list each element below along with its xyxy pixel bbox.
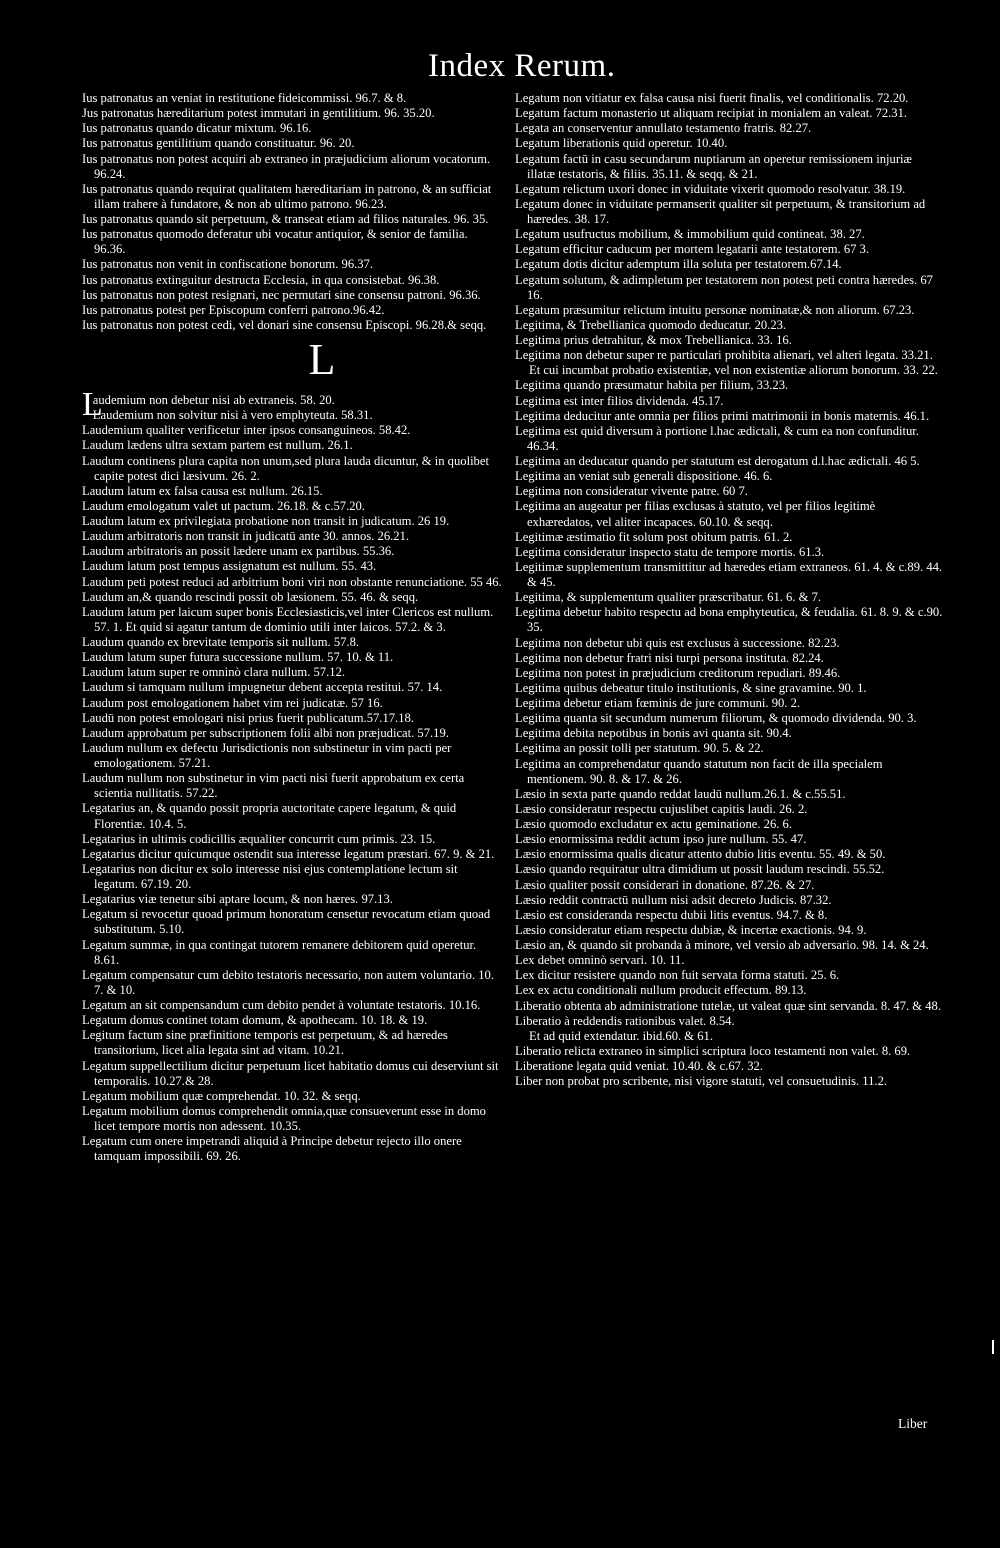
index-entry: Laudum nullum ex defectu Jurisdictionis non substinetur in vim pacti per emologationem. 57.21. xyxy=(82,740,452,770)
index-entry: Legatum mobilium domus comprehendit omnia,quæ consueverunt esse in domo licet tempore mortis non adessent. 10.35. xyxy=(82,1103,486,1133)
index-entry: Ius patronatus an veniat in restitutione fideicommissi. 96.7. & 8. xyxy=(82,91,407,105)
index-entry: Laudum an,& quando rescindi possit ob læsionem. 55. 46. & seqq. xyxy=(82,589,419,604)
index-entry: Legitimæ æstimatio fit solum post obitum patris. 61. 2. xyxy=(515,529,793,544)
index-entry: Legitimæ supplementum transmittitur ad hæredes etiam extraneos. 61. 4. & c.89. 44. & 45. xyxy=(515,559,943,589)
index-entry: Laudum quando ex brevitate temporis sit nullum. 57.8. xyxy=(82,635,360,649)
index-entry: Legatum compensatur cum debito testatoris necessario, non autem voluntario. 10. 7. & 10. xyxy=(82,967,494,997)
index-entry: Legatum si revocetur quoad primum honoratum censetur revocatum etiam quoad substitutum. 5.10. xyxy=(82,907,491,937)
index-entry: Liberatio obtenta ab administratione tutelæ, ut valeat quæ sint servanda. 8. 47. & 48. xyxy=(515,998,941,1013)
index-entry: Legitima debetur habito respectu ad bona emphyteutica, & feudalia. 61. 8. 9. & c.90. 35. xyxy=(515,605,943,635)
index-entry: Laudum si tamquam nullum impugnetur debent accepta restitui. 57. 14. xyxy=(82,680,443,695)
index-entry: Legitima debetur etiam fœminis de jure communi. 90. 2. xyxy=(515,696,801,710)
index-entry: Legatum cum onere impetrandi aliquid à Principe debetur rejecto illo onere tamquam impossibili. 69. 26. xyxy=(82,1134,462,1164)
index-entry: Legatum summæ, in qua contingat tutorem remanere debitorem quid operetur. 8.61. xyxy=(82,937,477,967)
index-entry: Laudum emologatum valet ut pactum. 26.18. & c.57.20. xyxy=(82,498,365,513)
index-entry: Laudum approbatum per subscriptionem folii albi non præjudicat. 57.19. xyxy=(82,725,449,740)
index-entry: Læsio in sexta parte quando reddat laudū nullum.26.1. & c.55.51. xyxy=(515,786,846,801)
index-entry: Legitima an deducatur quando per statutum est derogatum d.l.hac ædictali. 46 5. xyxy=(515,454,920,468)
index-entry: Legitima non debetur super re particulari prohibita alienari, vel alteri legata. 33.21. xyxy=(515,348,933,363)
index-entry: Legitima an possit tolli per statutum. 90. 5. & 22. xyxy=(515,741,764,756)
index-entry: Læsio reddit contractū nullum nisi adsit decreto Judicis. 87.32. xyxy=(515,892,832,907)
index-entry: Laudum latum per laicum super bonis Ecclesiasticis,vel inter Clericos est nullum. 57. 1. Et quid si agatur tantum de dominio utili inter laicos. 57.2. & 3. xyxy=(82,604,494,634)
index-entry: Legitima non debetur fratri nisi turpi persona instituta. 82.24. xyxy=(515,650,824,665)
index-entry: Legatum factū in casu secundarum nuptiarum an operetur remissionem injuriæ illatæ testatoris, & filiis. 35.11. & seqq. & 21. xyxy=(515,151,912,181)
index-entry: Liberatio à reddendis rationibus valet. 8.54. xyxy=(515,1013,735,1028)
index-entry: Laudum latum super re omninò clara nullum. 57.12. xyxy=(82,665,346,680)
index-entry: Legatarius dicitur quicumque ostendit sua interesse legatum præstari. 67. 9. & 21. xyxy=(82,846,495,861)
index-entry: Legatum an sit compensandum cum debito pendet à voluntate testatoris. 10.16. xyxy=(82,998,481,1012)
index-entry: Legitum factum sine præfinitione temporis est perpetuum, & ad hæredes transitorium, licet alia legata sint ad vitam. 10.21. xyxy=(82,1028,448,1058)
index-entry: Legitima consideratur inspecto statu de tempore mortis. 61.3. xyxy=(515,544,825,559)
index-entry: Legatum liberationis quid operetur. 10.40. xyxy=(515,136,728,151)
index-entry: Laudum lædens ultra sextam partem est nullum. 26.1. xyxy=(82,438,353,453)
index-entry: Laudum latum post tempus assignatum est nullum. 55. 43. xyxy=(82,559,377,574)
index-entry: Legatum efficitur caducum per mortem legatarii ante testatorem. 67 3. xyxy=(515,242,870,257)
index-entry: Ius patronatus quando dicatur mixtum. 96.16. xyxy=(82,121,312,136)
index-entry: Legitima quibus debeatur titulo institutionis, & sine gravamine. 90. 1. xyxy=(515,680,867,695)
index-entry: Et cui incumbat probatio existentiæ, vel non existentiæ aliorum bonorum. 33. 22. xyxy=(529,363,938,378)
index-entry: Laudemium qualiter verificetur inter ipsos consanguineos. 58.42. xyxy=(82,423,411,438)
index-entry: Legitima quanta sit secundum numerum filiorum, & quomodo dividenda. 90. 3. xyxy=(515,711,917,726)
index-entry: Læsio enormissima qualis dicatur attento dubio litis eventu. 55. 49. & 50. xyxy=(515,847,886,862)
entries-letter-l xyxy=(82,386,502,1164)
index-entry: Ius patronatus non potest cedi, vel donari sine consensu Episcopi. 96.28.& seqq. xyxy=(82,317,487,332)
index-entry: Laudū non potest emologari nisi prius fuerit publicatum.57.17.18. xyxy=(82,710,414,725)
index-entry: Læsio an, & quando sit probanda à minore, vel versio ab adversario. 98. 14. & 24. xyxy=(515,938,929,952)
index-entry: Liberatione legata quid veniat. 10.40. & c.67. 32. xyxy=(515,1059,763,1073)
index-entry: Ius patronatus quando sit perpetuum, & transeat etiam ad filios naturales. 96. 35. xyxy=(82,212,489,226)
index-entry: Ius patronatus non potest acquiri ab extraneo in præjudicium aliorum vocatorum. 96.24. xyxy=(82,151,491,181)
index-entry: Legatarius an, & quando possit propria auctoritate capere legatum, & quid Florentiæ. 10.4. 5. xyxy=(82,801,457,831)
index-column-right xyxy=(515,91,943,1089)
index-entry: Legitima non potest in præjudicium creditorum repudiari. 89.46. xyxy=(515,665,841,680)
index-entry: Legitima debita nepotibus in bonis avi quanta sit. 90.4. xyxy=(515,726,792,741)
index-entry: Laudum arbitratoris an possit lædere unam ex partibus. 55.36. xyxy=(82,544,395,559)
index-entry: Ius patronatus non venit in confiscatione bonorum. 96.37. xyxy=(82,257,374,272)
index-entry: Legatum non vitiatur ex falsa causa nisi fuerit finalis, vel conditionalis. 72.20. xyxy=(515,91,909,105)
index-entry: Laudum latum ex privilegiata probatione non transit in judicatum. 26 19. xyxy=(82,514,450,528)
index-entry: Laudum latum super futura successione nullum. 57. 10. & 11. xyxy=(82,650,394,665)
index-entry: Legitima non debetur ubi quis est exclusus à successione. 82.23. xyxy=(515,635,840,650)
index-entry: Legitima an comprehendatur quando statutum non facit de illa specialem mentionem. 90. 8. & 17. & 26. xyxy=(515,756,883,786)
index-entry: Liberatio relicta extraneo in simplici scriptura loco testamenti non valet. 8. 69. xyxy=(515,1043,911,1058)
index-entry: Ius patronatus extinguitur destructa Ecclesia, in qua consistebat. 96.38. xyxy=(82,272,440,287)
index-entry: Legitima est quid diversum à portione l.hac ædictali, & cum ea non confunditur. 46.34. xyxy=(515,423,919,453)
index-entry: Legitima deducitur ante omnia per filios primi matrimonii in bonis maternis. 46.1. xyxy=(515,408,930,423)
index-entry: Jus patronatus hæreditarium potest immutari in gentilitium. 96. 35.20. xyxy=(82,106,435,121)
index-entry: Legitima an veniat sub generali dispositione. 46. 6. xyxy=(515,469,773,484)
index-entry: Legatum suppellectilium dicitur perpetuum licet habitatio domus cui deserviunt sit temporalis. 10.27.& 28. xyxy=(82,1058,499,1088)
index-entry: Legitima est inter filios dividenda. 45.17. xyxy=(515,393,724,408)
index-entry: Laudum latum ex falsa causa est nullum. 26.15. xyxy=(82,483,323,498)
index-entry: Ius patronatus potest per Episcopum conferri patrono.96.42. xyxy=(82,302,385,317)
index-entry: Legitima, & supplementum qualiter præscribatur. 61. 6. & 7. xyxy=(515,590,822,605)
index-entry: Legatum factum monasterio ut aliquam recipiat in monialem an valeat. 72.31. xyxy=(515,106,908,121)
index-entry: Legitima, & Trebellianica quomodo deducatur. 20.23. xyxy=(515,317,787,332)
index-entry: Læsio quomodo excludatur ex actu geminatione. 26. 6. xyxy=(515,817,793,831)
index-entry: Læsio est consideranda respectu dubii litis eventus. 94.7. & 8. xyxy=(515,907,828,922)
index-entry: Legatum mobilium quæ comprehendat. 10. 32. & seqq. xyxy=(82,1088,361,1103)
index-entry: Legatum domus continet totam domum, & apothecam. 10. 18. & 19. xyxy=(82,1013,428,1028)
index-entry: Et ad quid extendatur. ibid.60. & 61. xyxy=(529,1028,713,1043)
index-entry: Liber non probat pro scribente, nisi vigore statuti, vel consuetudinis. 11.2. xyxy=(515,1074,888,1089)
index-entry: Legatarius in ultimis codicillis æqualiter concurrit cum primis. 23. 15. xyxy=(82,831,436,846)
index-entry: Legatarius non dicitur ex solo interesse nisi ejus contemplatione lectum sit legatum. 67.19. 20. xyxy=(82,861,458,891)
index-entry: Lex dicitur resistere quando non fuit servata forma statuti. 25. 6. xyxy=(515,968,840,983)
index-column-left xyxy=(82,91,502,1164)
margin-mark xyxy=(992,1340,994,1354)
entries-legatum-legitima xyxy=(515,91,943,1089)
index-entry: Legatum solutum, & adimpletum per testatorem non potest peti contra hæredes. 67 16. xyxy=(515,272,933,302)
page-header xyxy=(0,44,1000,88)
index-entry: Laudum nullum non substinetur in vim pacti nisi fuerit approbatum ex certa scientia nullitatis. 57.22. xyxy=(82,771,465,801)
index-entry: Ius patronatus non potest resignari, nec permutari sine consensu patroni. 96.36. xyxy=(82,287,481,302)
index-entry: Legatarius viæ tenetur sibi aptare locum, & non hæres. 97.13. xyxy=(82,892,393,907)
index-entry: Lex ex actu conditionali nullum producit effectum. 89.13. xyxy=(515,983,807,998)
index-entry: Læsio qualiter possit considerari in donatione. 87.26. & 27. xyxy=(515,877,815,892)
index-entry: Laudemium non debetur nisi ab extraneis. 58. 20. xyxy=(82,386,335,423)
index-entry: Legatum præsumitur relictum intuitu personæ nominatæ,& non aliorum. 67.23. xyxy=(515,302,915,317)
index-entry: Legatum usufructus mobilium, & immobilium quid contineat. 38. 27. xyxy=(515,227,865,242)
index-entry: Lex debet omninò servari. 10. 11. xyxy=(515,953,685,968)
index-entry: Laudum peti potest reduci ad arbitrium boni viri non obstante renunciatione. 55 46. xyxy=(82,574,502,589)
index-entry: Legata an conserventur annullato testamento fratris. 82.27. xyxy=(515,121,812,136)
index-entry: Ius patronatus quomodo deferatur ubi vocatur antiquior, & senior de familia. 96.36. xyxy=(82,227,468,257)
section-letter: L xyxy=(308,335,336,384)
index-entry: Legitima quando præsumatur habita per filium, 33.23. xyxy=(515,378,789,393)
index-entry: Læsio consideratur etiam respectu dubiæ, & incertæ exactionis. 94. 9. xyxy=(515,922,867,937)
index-entry: Legatum dotis dicitur ademptum illa soluta per testatorem.67.14. xyxy=(515,257,842,272)
index-entry: Ius patronatus gentilitium quando constituatur. 96. 20. xyxy=(82,136,355,151)
index-entry: Læsio quando requiratur ultra dimidium ut possit laudum rescindi. 55.52. xyxy=(515,862,885,877)
index-entry: Legitima an augeatur per filias exclusas à statuto, vel per filios legitimè exhæredatos, vel aliter incapaces. 60.10. & seqq. xyxy=(515,499,876,529)
index-entry: Laudum continens plura capita non unum,sed plura lauda dicuntur, & in quolibet capite potest dici læsivum. 26. 2. xyxy=(82,453,489,483)
index-entry: Laudemium non solvitur nisi à vero emphyteuta. 58.31. xyxy=(92,408,373,423)
index-entry: Læsio enormissima reddit actum ipso jure nullum. 55. 47. xyxy=(515,832,807,847)
catchword: Liber xyxy=(898,1416,928,1431)
index-entry: Læsio consideratur respectu cujuslibet capitis laudi. 26. 2. xyxy=(515,801,808,816)
index-entry: Legitima prius detrahitur, & mox Trebellianica. 33. 16. xyxy=(515,333,792,347)
index-entry: Legatum relictum uxori donec in viduitate vixerit quomodo resolvatur. 38.19. xyxy=(515,181,906,196)
page-title: Index Rerum. xyxy=(428,48,616,84)
index-entry: Legatum donec in viduitate permanserit qualiter sit perpetuum, & transitorium ad hæredes. 38. 17. xyxy=(515,196,926,226)
entries-ius-patronatus xyxy=(82,91,502,333)
index-entry: Legitima non consideratur vivente patre. 60 7. xyxy=(515,484,748,499)
index-entry: Laudum arbitratoris non transit in judicatū ante 30. annos. 26.21. xyxy=(82,529,410,544)
index-entry: Ius patronatus quando requirat qualitatem hæreditariam in patrono, & an sufficiat illam trahere à fundatore, & non ab ultimo patrono. 96.23. xyxy=(82,181,492,211)
index-entry: Laudum post emologationem habet vim rei judicatæ. 57 16. xyxy=(82,695,383,710)
